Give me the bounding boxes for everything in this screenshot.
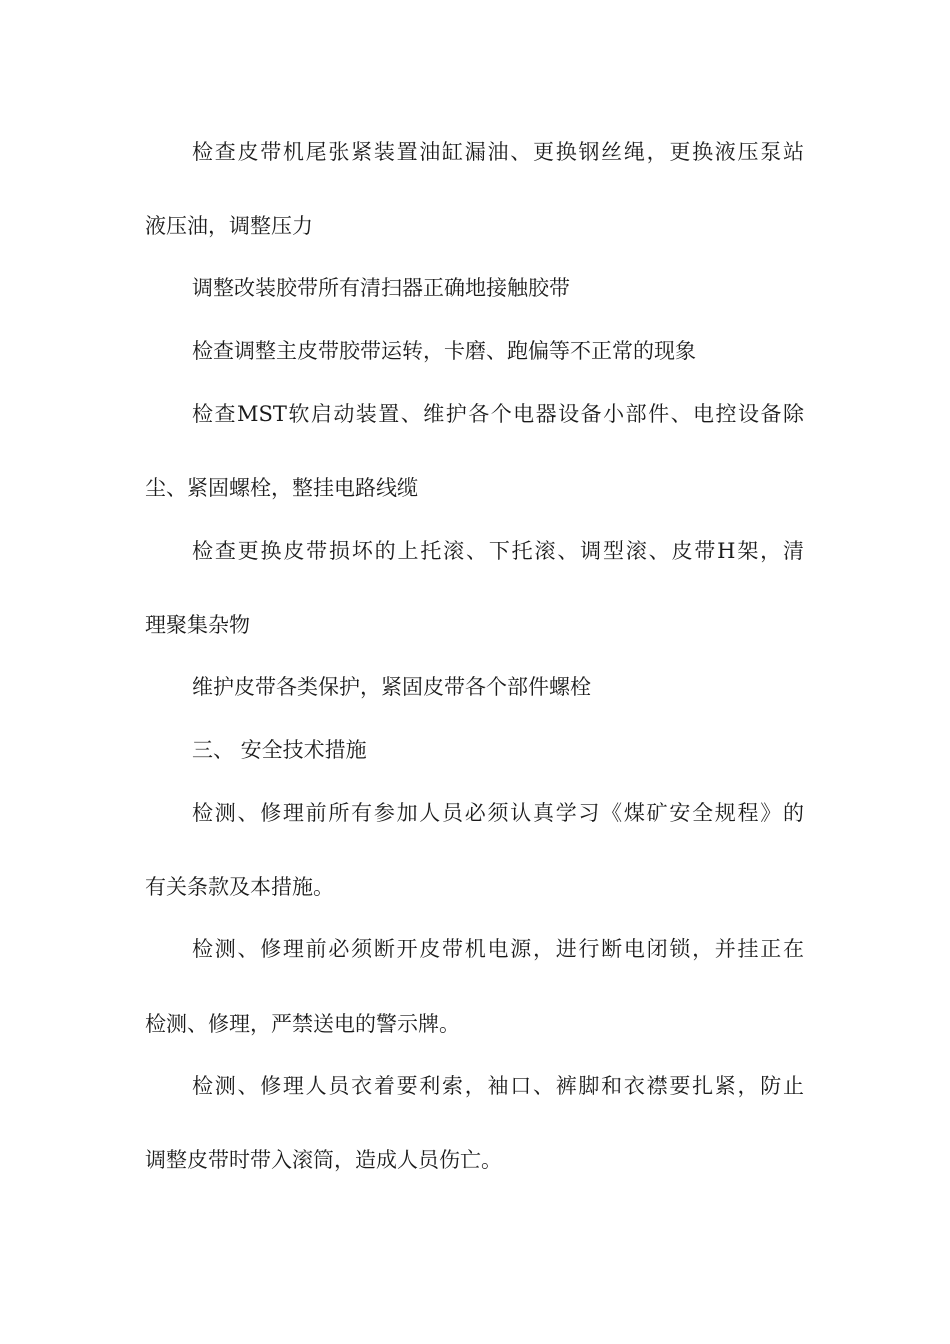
paragraph-line: 检查更换皮带损坏的上托滚、下托滚、调型滚、皮带H架，清	[192, 539, 804, 563]
paragraph-line: 检测、修理前所有参加人员必须认真学习《煤矿安全规程》的	[192, 801, 804, 825]
paragraph-line: 检测、修理前必须断开皮带机电源，进行断电闭锁，并挂正在	[192, 937, 804, 961]
paragraph-line: 检测、修理，严禁送电的警示牌。	[145, 1012, 460, 1036]
paragraph-line: 理聚集杂物	[145, 613, 250, 637]
paragraph-line: 检查调整主皮带胶带运转，卡磨、跑偏等不正常的现象	[192, 339, 696, 363]
paragraph-line: 检测、修理人员衣着要利索，袖口、裤脚和衣襟要扎紧，防止	[192, 1074, 804, 1098]
section-heading: 三、 安全技术措施	[192, 738, 367, 762]
paragraph-line: 维护皮带各类保护，紧固皮带各个部件螺栓	[192, 675, 591, 699]
paragraph-line: 检查皮带机尾张紧装置油缸漏油、更换钢丝绳，更换液压泵站	[192, 140, 804, 164]
paragraph-line: 调整改装胶带所有清扫器正确地接触胶带	[192, 276, 570, 300]
paragraph-line: 尘、紧固螺栓，整挂电路线缆	[145, 476, 418, 500]
paragraph-line: 检查MST软启动装置、维护各个电器设备小部件、电控设备除	[192, 402, 804, 426]
paragraph-line: 调整皮带时带入滚筒，造成人员伤亡。	[145, 1148, 502, 1172]
paragraph-line: 液压油，调整压力	[145, 214, 313, 238]
paragraph-line: 有关条款及本措施。	[145, 875, 334, 899]
